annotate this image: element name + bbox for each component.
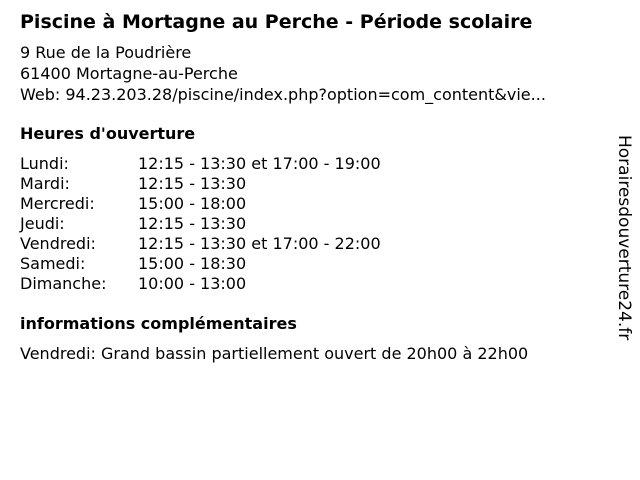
hours-row-thursday: [20, 214, 381, 234]
page-title: Piscine à Mortagne au Perche - Période scolaire: [20, 11, 533, 33]
time-range: 12:15 - 13:30 et 17:00 - 22:00: [138, 234, 381, 253]
info-text: Vendredi: Grand bassin partiellement ouvert de 20h00 à 22h00: [20, 344, 529, 363]
time-range: 10:00 - 13:00: [138, 274, 247, 293]
hours-row-friday: [20, 234, 381, 254]
address-street: 9 Rue de la Poudrière: [20, 43, 192, 62]
hours-row-saturday: [20, 254, 381, 274]
hours-table: [20, 154, 381, 294]
day-label: Dimanche:: [20, 274, 107, 293]
day-label: Mercredi:: [20, 194, 95, 213]
time-range: 15:00 - 18:30: [138, 254, 247, 273]
day-label: Vendredi:: [20, 234, 96, 253]
address-city: 61400 Mortagne-au-Perche: [20, 64, 238, 83]
day-label: Mardi:: [20, 174, 70, 193]
hours-heading: Heures d'ouverture: [20, 124, 196, 143]
hours-row-wednesday: [20, 194, 381, 214]
website-link[interactable]: Web: 94.23.203.28/piscine/index.php?option=com_content&vie...: [20, 85, 546, 104]
info-heading: informations complémentaires: [20, 314, 297, 333]
hours-row-monday: [20, 154, 381, 174]
time-range: 12:15 - 13:30: [138, 174, 247, 193]
day-label: Lundi:: [20, 154, 69, 173]
day-label: Samedi:: [20, 254, 86, 273]
time-range: 12:15 - 13:30: [138, 214, 247, 233]
hours-row-tuesday: [20, 174, 381, 194]
hours-row-sunday: [20, 274, 381, 294]
time-range: 15:00 - 18:00: [138, 194, 247, 213]
day-label: Jeudi:: [20, 214, 65, 233]
time-range: 12:15 - 13:30 et 17:00 - 19:00: [138, 154, 381, 173]
site-watermark: Horairesdouverture24.fr: [614, 135, 634, 341]
